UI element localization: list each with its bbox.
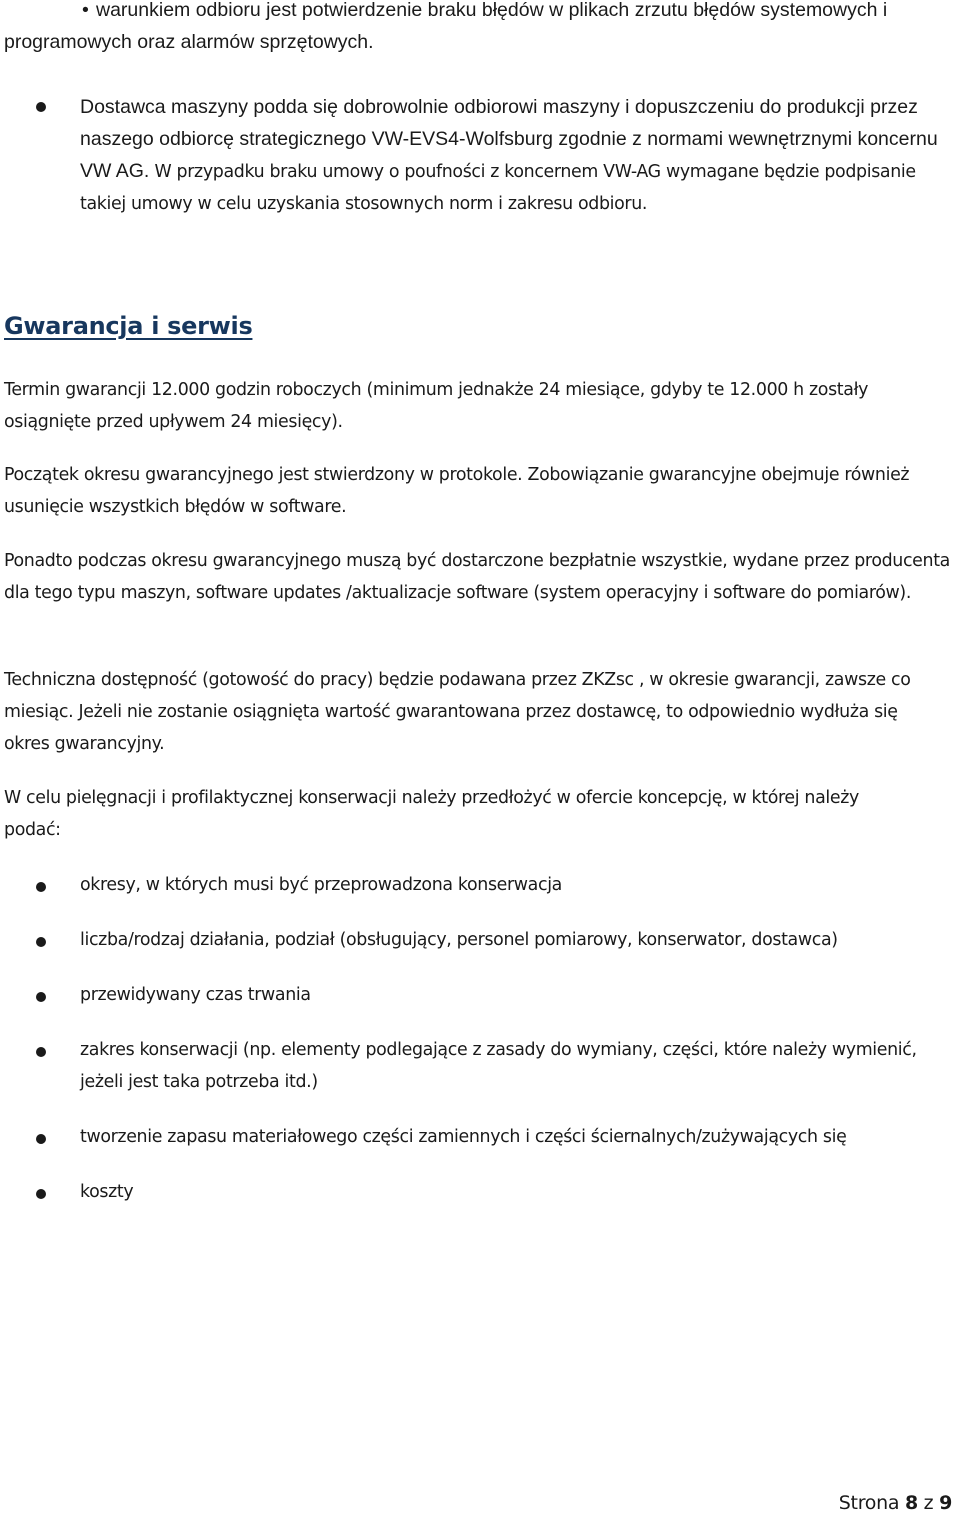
bullet-dot xyxy=(36,1047,46,1057)
footer-current-page: 8 xyxy=(904,1492,918,1514)
page-footer xyxy=(839,1490,952,1516)
list-item: przewidywany czas trwania xyxy=(80,985,311,1005)
intro-bullet-text: warunkiem odbioru jest potwierdzenie braku błędów w plikach zrzutu błędów systemowych i programowych oraz alarmów sprzętowych. xyxy=(4,0,888,53)
section-heading: Gwarancja i serwis xyxy=(4,312,253,340)
footer-total-pages: 9 xyxy=(939,1492,952,1514)
list-item: tworzenie zapasu materiałowego części zamiennych i części ściernalnych/zużywających się xyxy=(80,1127,847,1147)
list-item: okresy, w których musi być przeprowadzona konserwacja xyxy=(80,875,562,895)
paragraph-warranty-start: Początek okresu gwarancyjnego jest stwierdzony w protokole. Zobowiązanie gwarancyjne obejmuje również usunięcie wszystkich błędów w software. xyxy=(4,465,910,517)
bullet-dot xyxy=(36,102,46,112)
paragraph-availability: Techniczna dostępność (gotowość do pracy) będzie podawana przez ZKZsc , w okresie gwarancji, zawsze co miesiąc. Jeżeli nie zostanie osiągnięta wartość gwarantowana przez dostawcę, to odpowiednio wydłuża się okres gwarancyjny. xyxy=(4,670,911,754)
intro-bullet-marker: • xyxy=(82,0,89,21)
list-item: liczba/rodzaj działania, podział (obsługujący, personel pomiarowy, konserwator, dostawca) xyxy=(80,930,838,950)
bullet-dot xyxy=(36,937,46,947)
bullet-dot xyxy=(36,1134,46,1144)
acceptance-text-part2: W przypadku braku umowy o poufności z koncernem VW-AG wymagane będzie podpisanie takiej umowy w celu uzyskania stosownych norm i zakresu odbioru. xyxy=(80,162,916,214)
list-item: zakres konserwacji (np. elementy podlegające z zasady do wymiany, części, które należy wymienić, jeżeli jest taka potrzeba itd.) xyxy=(80,1040,917,1092)
paragraph-maintenance-intro: W celu pielęgnacji i profilaktycznej konserwacji należy przedłożyć w ofercie koncepcję, w której należy podać: xyxy=(4,788,859,840)
acceptance-bullet-text xyxy=(80,91,955,220)
paragraph-warranty-term: Termin gwarancji 12.000 godzin roboczych (minimum jednakże 24 miesiące, gdyby te 12.000 h zostały osiągnięte przed upływem 24 miesięcy). xyxy=(4,380,869,432)
bullet-dot xyxy=(36,992,46,1002)
acceptance-text-part1: Dostawca maszyny podda się dobrowolnie odbiorowi maszyny i dopuszczeniu do produkcji przez naszego odbiorcę strategicznego VW-EVS4-Wolfsburg zgodnie z normami wewnętrznymi koncernu VW AG. xyxy=(80,96,938,182)
list-item: koszty xyxy=(80,1182,134,1202)
footer-separator: z xyxy=(923,1492,934,1514)
footer-label: Strona xyxy=(838,1492,900,1514)
paragraph-software-updates: Ponadto podczas okresu gwarancyjnego muszą być dostarczone bezpłatnie wszystkie, wydane przez producenta dla tego typu maszyn, software updates /aktualizacje software (system operacyjny i software do pomiarów). xyxy=(4,551,950,603)
bullet-dot xyxy=(36,882,46,892)
bullet-dot xyxy=(36,1189,46,1199)
